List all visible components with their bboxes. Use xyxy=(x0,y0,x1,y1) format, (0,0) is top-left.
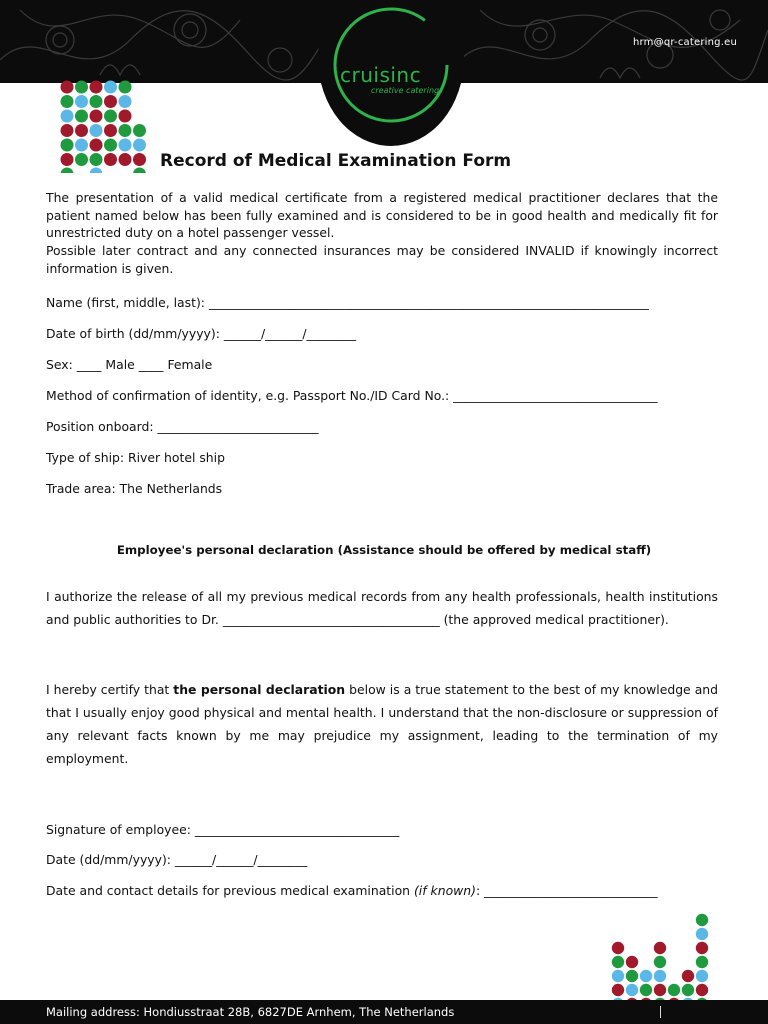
decorative-dot xyxy=(104,153,117,166)
decorative-dot xyxy=(119,95,132,108)
intro-warning: Possible later contract and any connected insurances may be considered INVALID if knowingly incorrect information is given. xyxy=(46,243,718,276)
decorative-dot xyxy=(61,153,74,166)
footer-band xyxy=(0,1000,768,1024)
page-title: Record of Medical Examination Form xyxy=(160,151,512,171)
decorative-dot xyxy=(612,942,624,954)
previous-exam-italic: (if known) xyxy=(413,883,476,898)
decorative-dot xyxy=(75,153,88,166)
name-field[interactable]: Name (first, middle, last): _______________________________________________________________________ xyxy=(46,295,649,310)
authorize-paragraph: I authorize the release of all my previous medical records from any health professionals, health institutions and public authorities to Dr. ___________________________________ (the approved medical practitioner). xyxy=(46,589,718,627)
decorative-dot xyxy=(90,110,103,123)
decorative-dot xyxy=(668,984,680,996)
decorative-dot xyxy=(61,124,74,137)
decorative-dot xyxy=(104,81,117,94)
decorative-dot xyxy=(119,124,132,137)
decorative-dot xyxy=(90,95,103,108)
decorative-dot xyxy=(75,110,88,123)
decorative-dot xyxy=(119,139,132,152)
decorative-dot xyxy=(75,139,88,152)
position-field[interactable]: Position onboard: __________________________ xyxy=(46,419,319,434)
footer-divider xyxy=(660,1006,661,1018)
decorative-dot xyxy=(75,124,88,137)
decorative-dot xyxy=(654,984,666,996)
date-of-birth-field[interactable]: Date of birth (dd/mm/yyyy): ______/______/________ xyxy=(46,326,357,341)
decorative-dot xyxy=(696,956,708,968)
declaration-heading: Employee's personal declaration (Assistance should be offered by medical staff) xyxy=(116,543,652,557)
decorative-dot xyxy=(90,124,103,137)
signature-field[interactable]: Signature of employee: _________________________________ xyxy=(46,822,400,837)
decorative-dot xyxy=(61,168,74,174)
certify-bold-text: the personal declaration xyxy=(173,682,346,697)
trade-area: Trade area: The Netherlands xyxy=(46,481,223,496)
logo-tagline: creative catering xyxy=(371,86,440,95)
decorative-dot xyxy=(654,956,666,968)
decorative-dot xyxy=(119,81,132,94)
certify-text-start: I hereby certify that xyxy=(46,682,174,697)
decorative-dot xyxy=(612,970,624,982)
certify-text-end: below is a true statement to the best of my knowledge and that I usually enjoy good physical and mental health. I understand that the non-disclosure or suppression of any relevant facts known by me may prejudice my assignment, leading to the termination of my employment. xyxy=(46,682,719,766)
decorative-dot xyxy=(90,153,103,166)
decorative-dot xyxy=(682,984,694,996)
sex-field[interactable]: Sex: ____ Male ____ Female xyxy=(46,357,213,372)
decorative-dot xyxy=(90,168,103,174)
decorative-dot xyxy=(61,110,74,123)
dots-decoration-bottom xyxy=(609,911,719,1003)
intro-paragraph: The presentation of a valid medical certificate from a registered medical practitioner declares that the patient named below has been fully examined and is considered to be in good health and medically fit for unrestricted duty on a hotel passenger vessel. xyxy=(46,190,718,240)
decorative-dot xyxy=(682,970,694,982)
decorative-dot xyxy=(104,124,117,137)
decorative-dot xyxy=(696,914,708,926)
decorative-dot xyxy=(104,95,117,108)
decorative-dot xyxy=(90,139,103,152)
decorative-dot xyxy=(626,970,638,982)
dots-decoration-top xyxy=(58,78,168,173)
decorative-dot xyxy=(61,95,74,108)
decorative-dot xyxy=(75,81,88,94)
decorative-dot xyxy=(640,970,652,982)
decorative-dot xyxy=(626,984,638,996)
decorative-dot xyxy=(61,81,74,94)
signature-date-field[interactable]: Date (dd/mm/yyyy): ______/______/________ xyxy=(46,852,308,867)
decorative-dot xyxy=(640,984,652,996)
decorative-dot xyxy=(61,139,74,152)
decorative-dot xyxy=(75,95,88,108)
decorative-dot xyxy=(133,139,146,152)
decorative-dot xyxy=(104,139,117,152)
ship-type: Type of ship: River hotel ship xyxy=(46,450,225,465)
decorative-dot xyxy=(612,984,624,996)
decorative-dot xyxy=(626,956,638,968)
decorative-dot xyxy=(696,942,708,954)
decorative-dot xyxy=(133,153,146,166)
mailing-address: Mailing address: Hondiusstraat 28B, 6827DE Arnhem, The Netherlands xyxy=(46,1005,455,1019)
decorative-dot xyxy=(119,110,132,123)
decorative-dot xyxy=(654,942,666,954)
decorative-dot xyxy=(104,110,117,123)
decorative-dot xyxy=(133,168,146,174)
decorative-dot xyxy=(654,970,666,982)
decorative-dot xyxy=(119,153,132,166)
decorative-dot xyxy=(696,984,708,996)
decorative-dot xyxy=(612,956,624,968)
previous-exam-label: Date and contact details for previous medical examination xyxy=(46,883,414,898)
previous-exam-field[interactable] xyxy=(46,883,658,898)
logo-wordmark: cruisinc xyxy=(340,63,422,87)
decorative-dot xyxy=(133,124,146,137)
previous-exam-blank: : ____________________________ xyxy=(475,883,658,898)
decorative-dot xyxy=(90,81,103,94)
decorative-dot xyxy=(696,970,708,982)
header-email[interactable]: hrm@qr-catering.eu xyxy=(633,37,737,48)
identity-field[interactable]: Method of confirmation of identity, e.g. Passport No./ID Card No.: _________________________________ xyxy=(46,388,658,403)
certify-paragraph xyxy=(46,678,718,770)
decorative-dot xyxy=(696,928,708,940)
